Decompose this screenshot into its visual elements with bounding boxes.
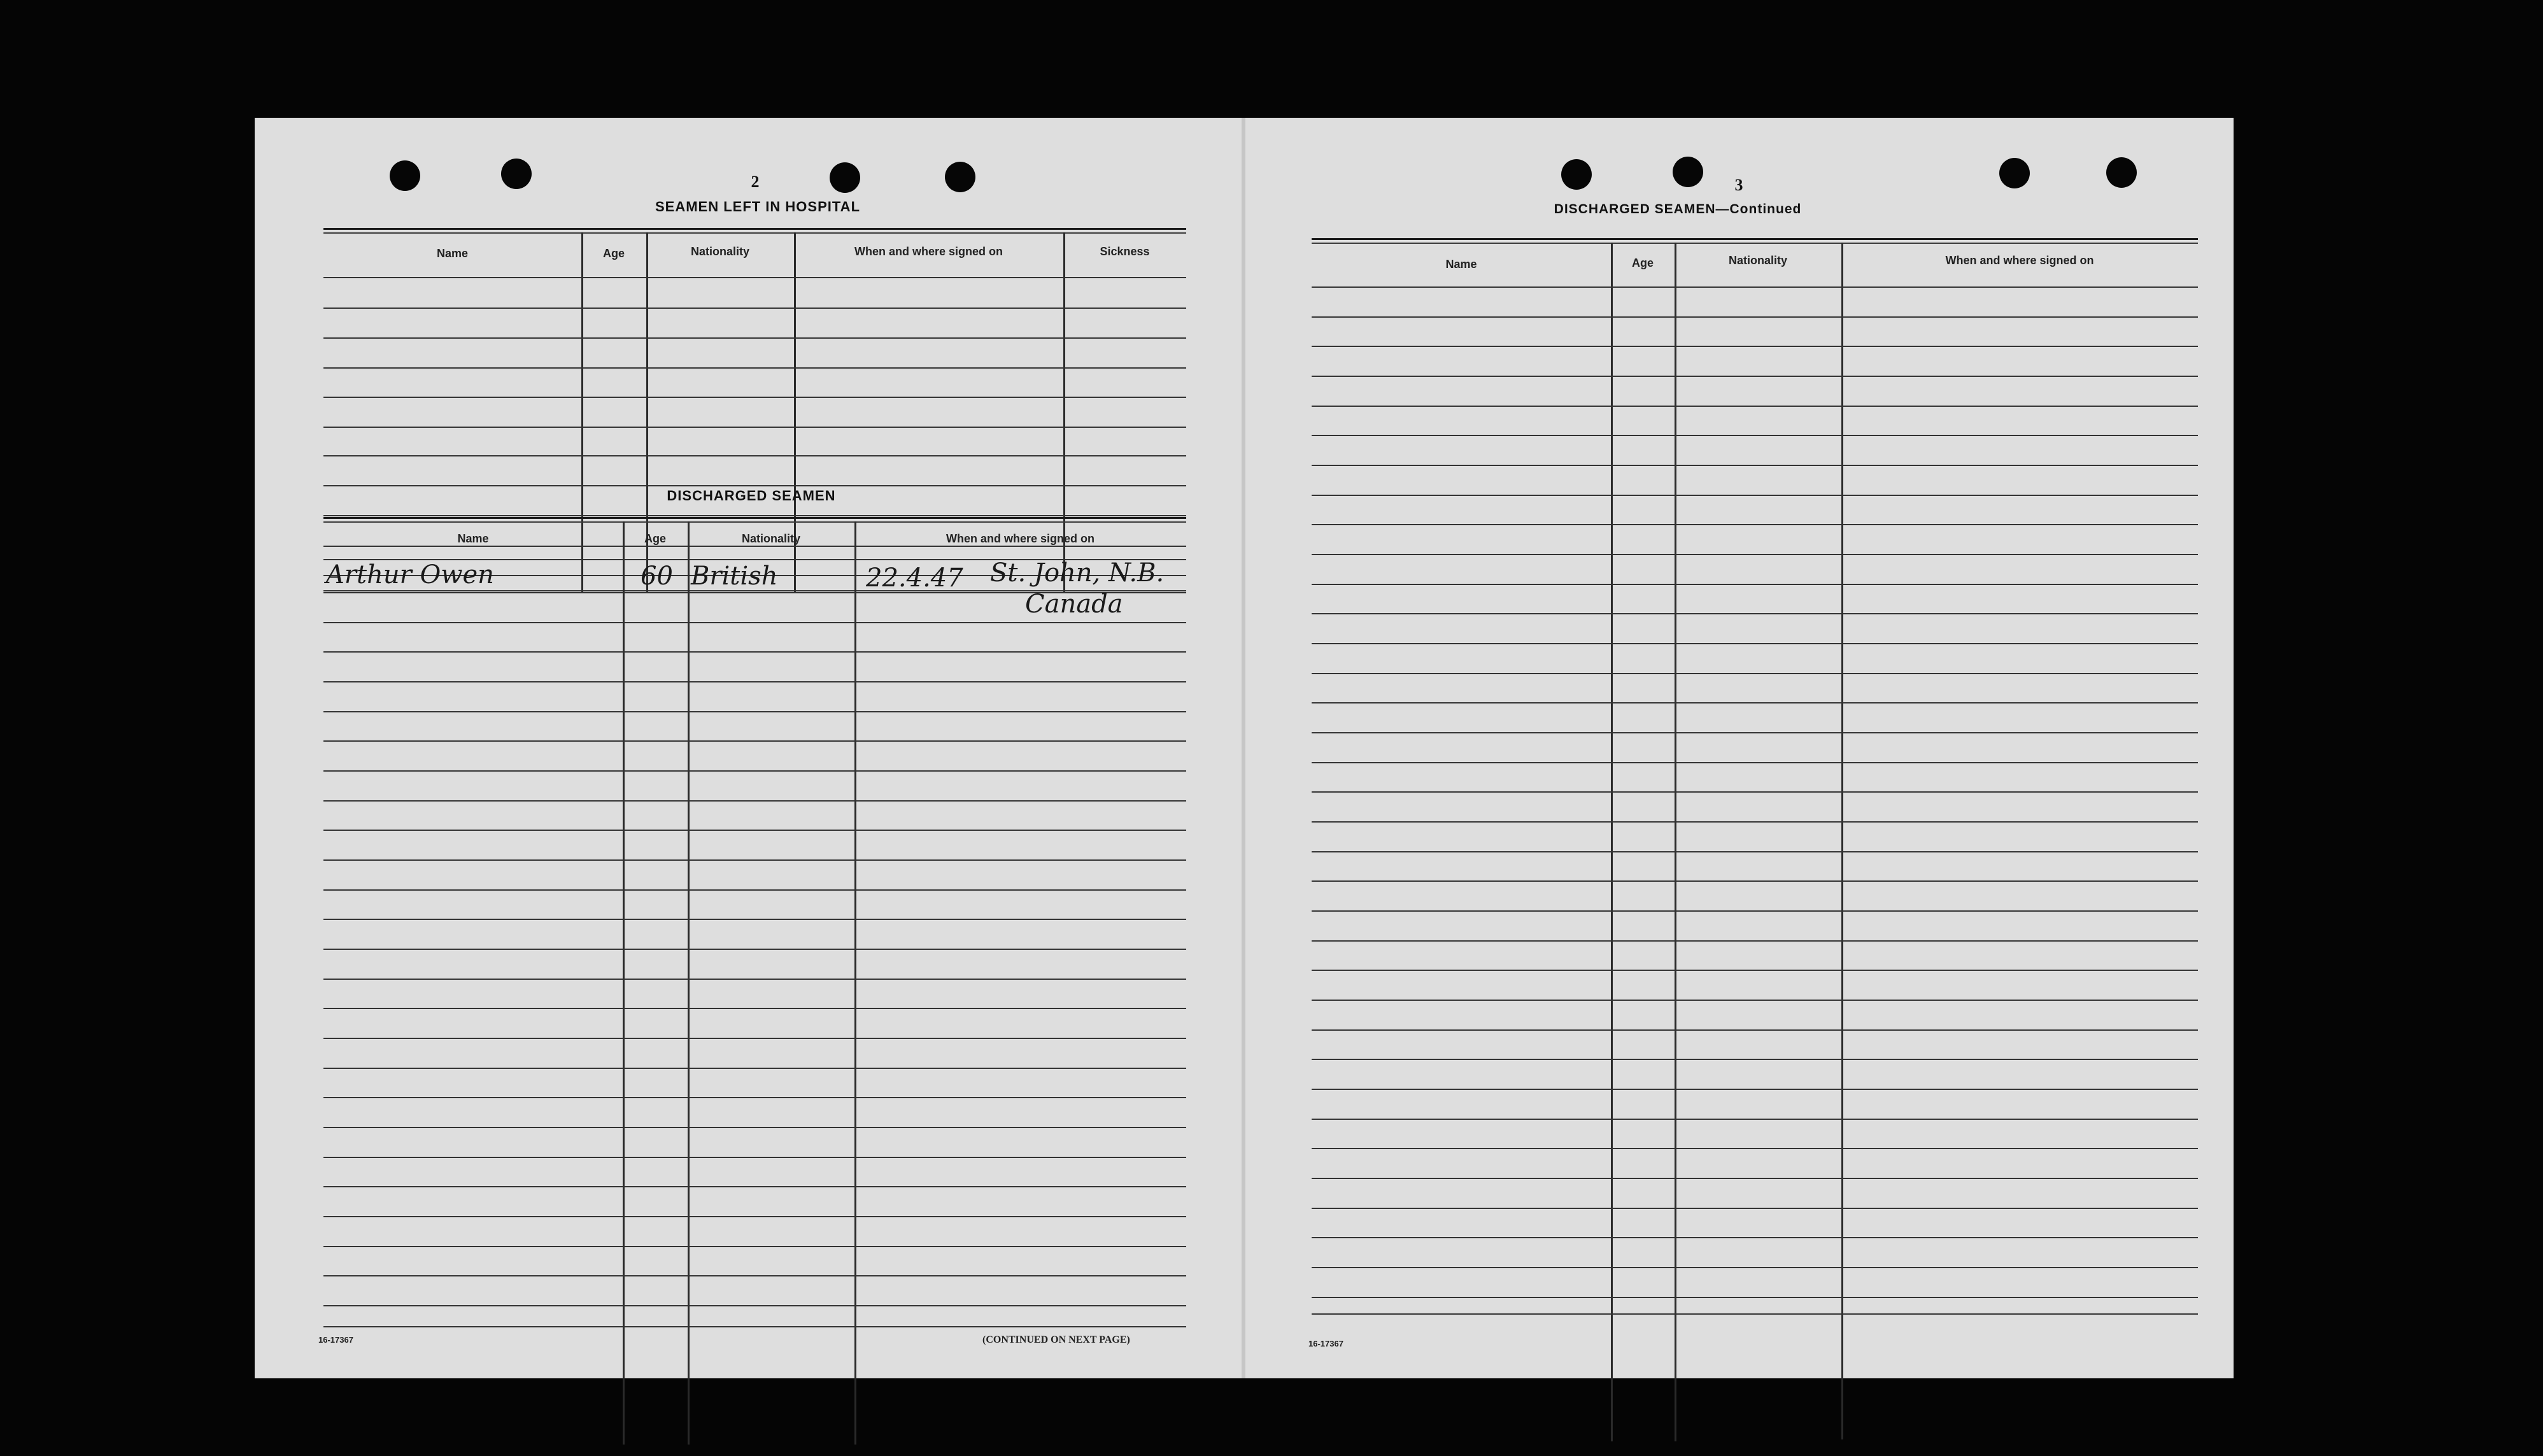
- discharged-section-title: DISCHARGED SEAMEN: [667, 488, 836, 504]
- entry-age: 60: [641, 562, 673, 591]
- entry-name: Arthur Owen: [326, 560, 494, 590]
- column-header: Nationality: [741, 532, 800, 545]
- page-fold: [1242, 118, 1245, 1378]
- column-header: Age: [602, 247, 625, 260]
- entry-place-line1: St. John, N.B.: [990, 558, 1165, 588]
- column-header: Name: [436, 247, 469, 260]
- column-header: When and where signed on: [854, 245, 1003, 258]
- column-header: When and where signed on: [946, 532, 1094, 545]
- entry-place-line2: Canada: [1025, 590, 1123, 619]
- column-header: Age: [1631, 257, 1654, 269]
- form-number: 16-17367: [1308, 1339, 1343, 1348]
- column-header: Age: [644, 532, 666, 545]
- column-header: Nationality: [1728, 254, 1787, 267]
- form-number: 16-17367: [318, 1335, 353, 1345]
- column-header: Nationality: [690, 245, 749, 258]
- continued-ruled-rows: [1312, 118, 2198, 1366]
- discharged-ruled-rows: [323, 118, 1186, 1366]
- entry-nationality: British: [691, 562, 778, 591]
- column-header: Sickness: [1100, 245, 1150, 258]
- ledger-sheet: [255, 118, 2234, 1378]
- hospital-section-title: SEAMEN LEFT IN HOSPITAL: [655, 199, 861, 215]
- discharged-continued-title: DISCHARGED SEAMEN—Continued: [1554, 202, 1802, 216]
- page-number: 2: [751, 173, 760, 191]
- continued-note: (CONTINUED ON NEXT PAGE): [982, 1334, 1130, 1345]
- column-header: When and where signed on: [1945, 254, 2094, 267]
- column-header: Name: [457, 532, 489, 545]
- column-header: Name: [1445, 258, 1477, 271]
- page-number: 3: [1734, 176, 1743, 194]
- entry-date: 22.4.47: [866, 563, 963, 593]
